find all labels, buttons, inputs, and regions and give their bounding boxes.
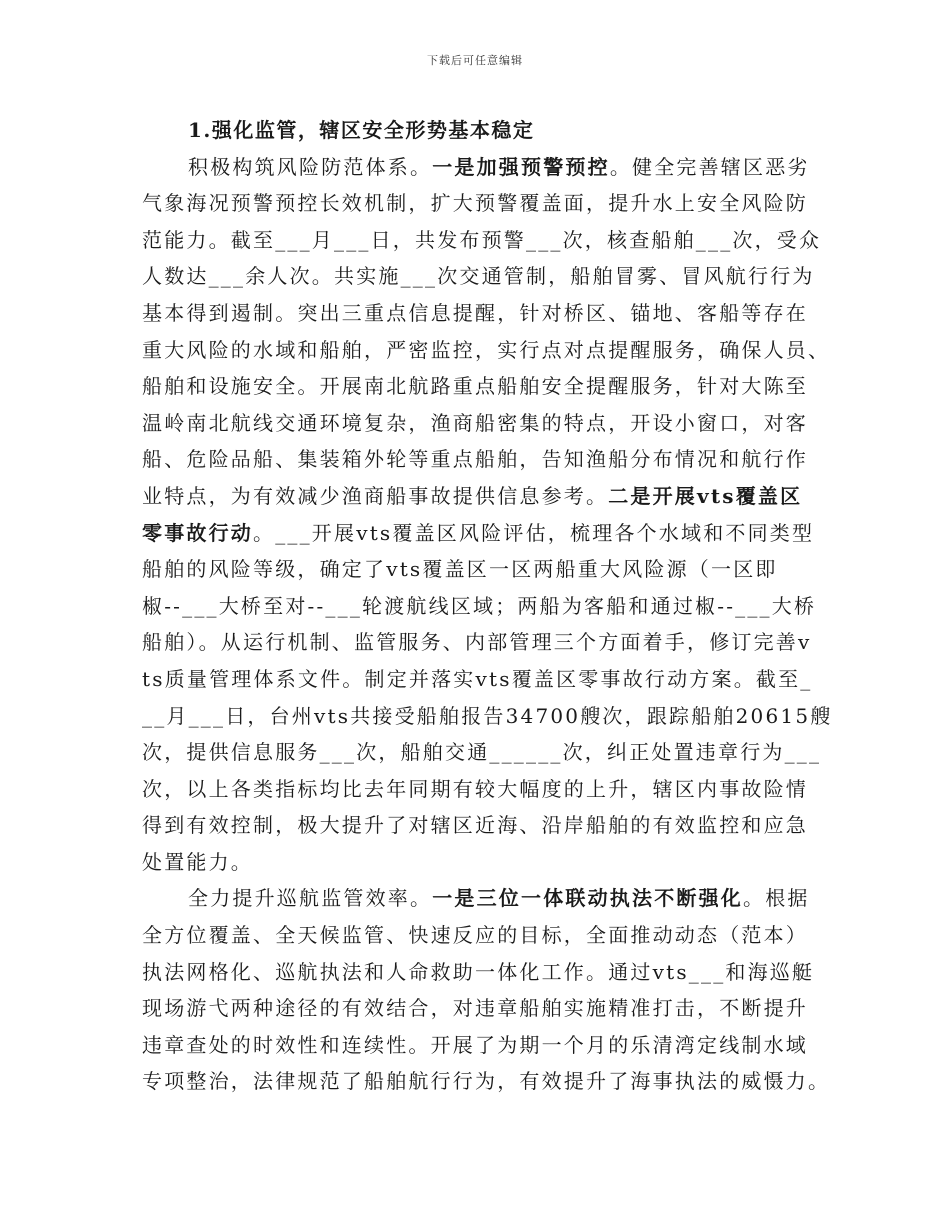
text-run: 执法网格化、巡航执法和人命救助一体化工作。通过vts___和海巡艇 xyxy=(142,959,815,984)
text-line xyxy=(142,1063,831,1100)
text-run: 船舶）。从运行机制、监管服务、内部管理三个方面着手，修订完善v xyxy=(142,630,812,655)
text-run: ts质量管理体系文件。制定并落实vts覆盖区零事故行动方案。截至_ xyxy=(142,666,813,691)
text-run: 气象海况预警预控长效机制，扩大预警覆盖面，提升水上安全风险防 xyxy=(142,191,808,216)
text-line xyxy=(142,405,818,442)
text-line xyxy=(142,185,818,222)
text-run: 违章查处的时效性和连续性。开展了为期一个月的乐清湾定线制水域 xyxy=(142,1032,808,1057)
text-line xyxy=(142,771,818,808)
text-line xyxy=(142,515,818,552)
text-line xyxy=(142,734,822,771)
text-run: 温岭南北航线交通环境复杂，渔商船密集的特点，开设小窗口，对客 xyxy=(142,410,808,435)
text-line xyxy=(142,624,818,661)
section-heading: 1.强化监管，辖区安全形势基本稳定 xyxy=(188,118,535,142)
text-run: 船、危险品船、集装箱外轮等重点船舶，告知渔船分布情况和航行作 xyxy=(142,447,808,472)
text-line xyxy=(142,588,818,625)
text-run: 得到有效控制，极大提升了对辖区近海、沿岸船舶的有效监控和应急 xyxy=(142,813,808,838)
text-run: 船舶和设施安全。开展南北航路重点船舶安全提醒服务，针对大陈至 xyxy=(142,374,808,399)
text-run: 业特点，为有效减少渔商船事故提供信息参考。 xyxy=(142,483,609,508)
text-line xyxy=(142,295,818,332)
text-run: 。根据 xyxy=(743,886,810,911)
text-run: 积极构筑风险防范体系。 xyxy=(188,154,433,179)
text-line xyxy=(142,332,831,369)
text-line xyxy=(142,478,818,515)
text-run: 。健全完善辖区恶劣 xyxy=(609,154,810,179)
bold-run: 一是三位一体联动执法不断强化 xyxy=(432,886,744,911)
text-line xyxy=(142,990,818,1027)
text-run: 全力提升巡航监管效率。 xyxy=(188,886,433,911)
text-line xyxy=(142,880,818,917)
text-line xyxy=(142,222,822,259)
text-run: 次，提供信息服务___次，船舶交通______次，纠正处置违章行为___ xyxy=(142,740,822,765)
text-line xyxy=(142,258,818,295)
page-header: 下载后可任意编辑 xyxy=(427,54,523,67)
text-run: 人数达___余人次。共实施___次交通管制，船舶冒雾、冒风航行行为 xyxy=(142,264,815,289)
text-run: 现场游弋两种途径的有效结合，对违章船舶实施精准打击，不断提升 xyxy=(142,996,808,1021)
text-line xyxy=(142,149,818,186)
text-line xyxy=(142,698,833,735)
text-run: 椒--___大桥至对--___轮渡航线区域；两船为客船和通过椒--___大桥 xyxy=(142,593,817,618)
text-line xyxy=(142,807,818,844)
text-run: 次，以上各类指标均比去年同期有较大幅度的上升，辖区内事故险情 xyxy=(142,776,808,801)
text-run: 船舶的风险等级，确定了vts覆盖区一区两船重大风险源（一区即 xyxy=(142,557,778,582)
text-line xyxy=(142,368,818,405)
text-line xyxy=(142,661,818,698)
text-run: 处置能力。 xyxy=(142,849,253,874)
text-line xyxy=(142,551,818,588)
text-run: 全方位覆盖、全天候监管、快速反应的目标，全面推动动态（范本） xyxy=(142,923,808,948)
text-run: 范能力。截至___月___日，共发布预警___次，核查船舶___次，受众 xyxy=(142,227,822,252)
text-run: 专项整治，法律规范了船舶航行行为，有效提升了海事执法的威慑力。 xyxy=(142,1069,831,1094)
text-line xyxy=(142,1027,818,1064)
bold-run: 零事故行动 xyxy=(142,520,253,545)
text-line xyxy=(142,917,818,954)
text-run: __月___日，台州vts共接受船舶报告34700艘次，跟踪船舶20615艘 xyxy=(142,703,833,728)
text-run: 基本得到遏制。突出三重点信息提醒，针对桥区、锚地、客船等存在 xyxy=(142,300,808,325)
text-line xyxy=(142,844,818,881)
text-line xyxy=(142,954,818,991)
text-line xyxy=(142,441,818,478)
text-run: 重大风险的水域和船舶，严密监控，实行点对点提醒服务，确保人员、 xyxy=(142,337,831,362)
bold-run: 一是加强预警预控 xyxy=(432,154,610,179)
text-run: 。___开展vts覆盖区风险评估，梳理各个水域和不同类型 xyxy=(253,520,815,545)
bold-run: 二是开展vts覆盖区 xyxy=(608,483,803,508)
document-body xyxy=(142,112,833,1100)
